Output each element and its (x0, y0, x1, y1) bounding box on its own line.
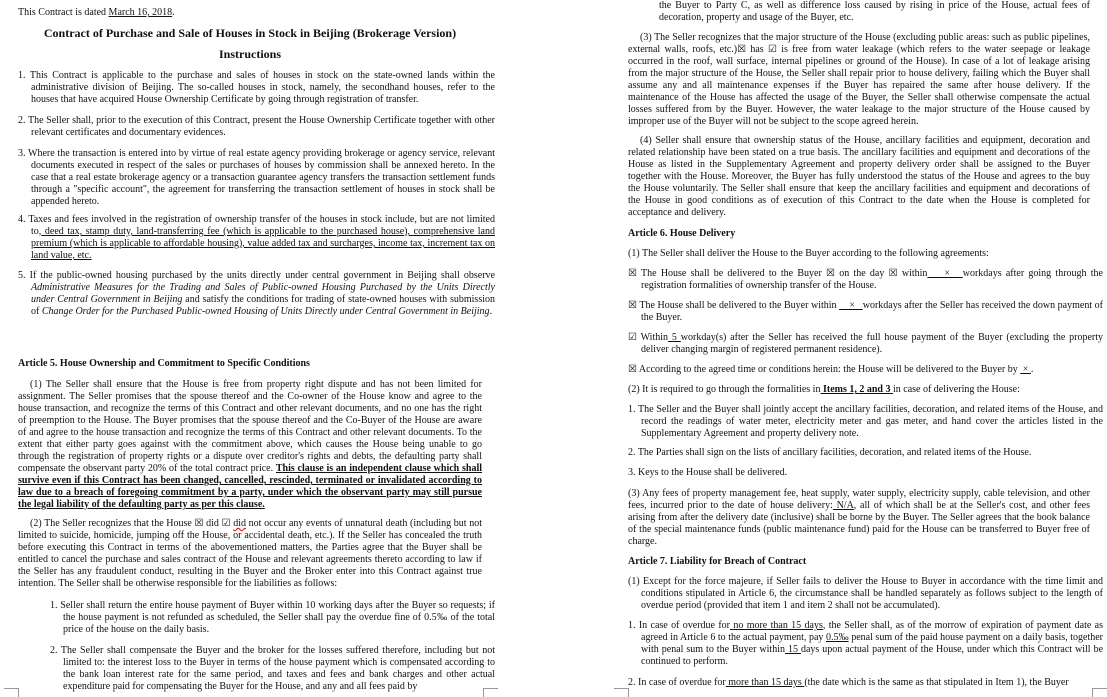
instruction-1: 1. This Contract is applicable to the purchase and sales of houses in stock on the state-owned lands within the administrative division of Beijing. The so-called houses in stock, namely, the secondhand houses, refer to the houses that have acquired House Ownership Certificate by going through registration of transfer. (18, 70, 495, 105)
period: . (172, 7, 175, 18)
article-7-item-2 (628, 677, 1103, 689)
contract-date: March 16, 2018 (108, 7, 173, 18)
document-title: Contract of Purchase and Sale of Houses in Stock in Beijing (Brokerage Version) (43, 26, 457, 40)
text: 5. If the public-owned housing purchased by the units directly under central government in Beijing shall observe (18, 270, 495, 281)
change-order-title: Change Order for the Purchased Public-owned Housing of Units Directly under Central Government in Beijing (41, 306, 490, 317)
workdays-value[interactable]: 5 (668, 332, 681, 343)
instruction-2: 2. The Seller shall, prior to the execution of this Contract, present the House Ownership Certificate together with other relevant certificates and documentary evidences. (18, 115, 495, 138)
delivery-option-3[interactable] (628, 332, 1103, 356)
text: in case of delivering the House: (892, 384, 1020, 395)
delivery-option-4[interactable] (628, 364, 1103, 376)
text: ☑ Within (628, 332, 669, 343)
contract-date-line (18, 7, 482, 19)
text: and satisfy the conditions for trading of state-owned houses with submission of (31, 294, 495, 317)
article-6-clause-2 (628, 384, 1090, 396)
article-5-clause-3: (3) The Seller recognizes that the major structure of the House (excluding public areas: such as public pipelines, external walls, roofs, etc.)☒ has ☑ is free from water leakage (which refers to the water seepage or leakage occurred in the roof, wall surface, internal pipelines or ground of the House). In case of a lot of leakage arising from the major structure of the House, the Seller shall repair prior to house delivery, failing which the Buyer shall assume any and all maintenance expenses if the Buyer has repaired the same after house delivery. If the maintenance of the House has affected the usage of the Buyer, the Seller shall otherwise compensate the actual losses suffered from by the Buyer. However, the water leakage to the major structure of the House caused by improper use of the Buyer will not be subject to the scope agreed herein. (628, 32, 1090, 127)
date-label: This Contract is dated (18, 7, 109, 18)
delivery-option-2[interactable] (628, 300, 1103, 324)
text: not occur any events of unnatural death (including but not limited to suicide, homicide, jumping off the House, or accidental death, etc.). If the Seller has concealed the truth before executing this Contract in terms of the abovementioned matters, the Parties agree that the Buyer shall be entitled to cancel the purchase and sales contract of the House and relevant agreements thereto according to law if the Seller has any fraudulent conduct, resulting in the Buyer and the Broker enter into this Contract against true intention. The Seller shall be otherwise responsible for the liabilities as follows: (18, 518, 482, 589)
text: (the date which is the same as that stipulated in Item 1), the Buyer (804, 677, 1069, 688)
article-5-clause-2 (18, 518, 482, 590)
text: . (1030, 364, 1034, 375)
delivery-date-blank[interactable]: × (1020, 364, 1031, 375)
article-6-clause-3 (628, 488, 1090, 548)
overdue-period: no more than 15 days (730, 620, 823, 631)
text: , all of which shall be at the Seller's cost, and other fees arising from after the delivery date (inclusive) shall be borne by the Buyer. The Seller agrees that the book balance of the special maintenance funds (public maintenance fund) paid for the House can be transferred to Buyer free of charge. (628, 500, 1090, 547)
instruction-5 (18, 270, 495, 318)
independent-clause: This clause is an independent clause which shall survive even if this Contract has been changed, cancelled, rescinded, terminated or invalidated according to law due to a breach of foregoing commitment by a party, under which the observant party may still pursue the legal liability of the defaulting party as per this clause. (18, 463, 482, 510)
instruction-4 (18, 214, 495, 262)
text: , the Seller shall, as of the morrow of expiration of payment date as agreed in Article 6 to the actual payment, pay (641, 620, 1104, 643)
text: (1) The Seller shall ensure that the House is free from property right dispute and has not been limited for assignment. The Seller promises that the spouse thereof and the Co-owner of the House know and agree to the house transaction, and recognize the terms of this Contract and other relevant documents, and no one has the right of preemption to the House. The Buyer promises that the spouse thereof and the Co-Buyer of the House are aware of and agree to the house transaction and recognize the terms of this Contract and other relevant documents. To the extent that either party goes against with the commitment above, which causes the House being unable to go through the registration of property rights or a dispute over creditor's rights and debts, the defaulting party shall compensate the observant party 20% of the total contract price. (18, 379, 482, 474)
items-reference: Items 1, 2 and 3 (820, 384, 893, 395)
payment-days: 15 (784, 644, 801, 655)
text: workday(s) after the Seller has received the full house payment of the Buyer (excluding the property deliver changing margin of registered permanent residence). (641, 332, 1103, 355)
article-5-heading: Article 5. House Ownership and Commitment to Specific Conditions (18, 358, 310, 369)
delivery-formality-2: 2. The Parties shall sign on the lists of ancillary facilities, decoration, and related items of the House. (628, 447, 1032, 458)
liability-2-continued: the Buyer to Party C, as well as difference loss caused by rising in price of the House, actual fees of decoration, property and usage of the Buyer, etc. (659, 0, 1090, 23)
article-7-item-1 (628, 620, 1103, 668)
delivery-option-1[interactable] (628, 268, 1103, 292)
text: days upon actual payment of the House, under which this Contract will be continued to perform. (641, 644, 1104, 667)
workdays-blank[interactable]: × (927, 268, 963, 279)
text: penal sum of the paid house payment on a daily basis, together with penal sum to the Buyer within (641, 632, 1104, 655)
article-5-liability-2: 2. The Seller shall compensate the Buyer and the broker for the losses suffered therefore, including but not limited to: the interest loss to the Buyer in terms of the house payment which is compensated according to the bank loan interest rate for the same period, and taxes and fees and bank charges and other actual expenditure paid for compensating the Buyer for the House, and any and all fees paid by (50, 645, 495, 692)
article-7-heading: Article 7. Liability for Breach of Contract (628, 556, 807, 567)
text: (2) The Seller recognizes that the House ☒ did ☑ (30, 518, 234, 529)
article-5-clause-1 (18, 379, 482, 511)
instruction-4-text: 4. Taxes and fees involved in the registration of ownership transfer of the houses in stock include, but are not limited to, (18, 214, 495, 237)
workdays-blank[interactable]: × (839, 300, 863, 311)
delivery-formality-1: 1. The Seller and the Buyer shall jointly accept the ancillary facilities, decoration, and related items of the House, and record the readings of water meter, electricity meter and gas meter, and hand cover the articles listed in the Supplementary Agreement and property delivery note. (628, 404, 1103, 439)
penalty-rate: 0.5‰ (826, 632, 849, 643)
article-7-clause-1: (1) Except for the force majeure, if Seller fails to deliver the House to Buyer in accordance with the time limit and conditions stipulated in Article 6, the circumstance shall be handled separately as follows subject to the length of overdue period (provided that item 1 and item 2 shall not be accumulated). (628, 576, 1103, 611)
article-6-clause-1: (1) The Seller shall deliver the House to the Buyer according to the following agreements: (628, 248, 989, 259)
instructions-heading: Instructions (218, 47, 281, 61)
text: 1. In case of overdue for (628, 620, 730, 631)
text: (3) Any fees of property management fee, heat supply, water supply, electricity supply, cable television, and other fees, incurred prior to the date of house delivery: (628, 488, 1090, 511)
article-5-clause-4: (4) Seller shall ensure that ownership status of the House, ancillary facilities and equipment, decoration and related relationship have been stated on a true basis. The ancillary facilities and equipment and decorations of the House as listed in the Supplementary Agreement and property delivery order shall be assigned to the Buyer together with the House. Moreover, the Buyer has fully understood the status of the House and agrees to the buy the House voluntarily. The Seller shall ensure that keep the ancillary facilities and equipment and decorations of the House in good conditions as of execution of this Contract to the date when the House is completed for acceptance and delivery. (628, 135, 1090, 218)
text: ☒ The House shall be delivered to the Buyer within (628, 300, 840, 311)
instruction-4-taxes: deed tax, stamp duty, land-transferring fee (which is applicable to the purchased house), comprehensive land premium (which is applicable to affordable housing), value added tax and surcharges, income tax, increment tax on land value, etc. (31, 226, 495, 261)
text: ☒ The House shall be delivered to the Buyer ☒ on the day ☒ within (628, 268, 928, 279)
regulation-title: Administrative Measures for the Trading and Sales of Public-owned Housing Purchased by the Units Directly under Central Government in Beijing (31, 282, 495, 305)
text: (2) It is required to go through the formalities in (628, 384, 821, 395)
text: workdays after going through the registration formalities of ownership transfer of the House. (641, 268, 1103, 291)
text: ☒ According to the agreed time or conditions herein: the House will be delivered to the Buyer by (628, 364, 1021, 375)
fees-value[interactable]: N/A (832, 500, 854, 511)
article-5-liability-1: 1. Seller shall return the entire house payment of Buyer within 10 working days after the Buyer so requests; if the house payment is not refunded as scheduled, the Seller shall pay the overdue fine of 0.5‰ of the total price of the house on the daily basis. (50, 600, 495, 635)
delivery-formality-3: 3. Keys to the House shall be delivered. (628, 467, 788, 478)
text: workdays after the Seller has received the down payment of the Buyer. (641, 300, 1104, 323)
instruction-3: 3. Where the transaction is entered into by virtue of real estate agency providing brokerage or agency service, relevant documents executed in respect of the sales or purchases of houses by commission shall be annexed hereto. In the case that a real estate brokerage agency or a transaction guarantee agency transfers the transaction settlement funds through a "specific account", the agreement for transferring the transaction settlement of houses in stock shall be appended hereto. (18, 148, 495, 207)
spellcheck-word[interactable]: did (233, 518, 246, 529)
text: 2. In case of overdue for (628, 677, 726, 688)
text: . (489, 306, 493, 317)
overdue-period: more than 15 days (725, 677, 805, 688)
article-6-heading: Article 6. House Delivery (628, 228, 736, 239)
